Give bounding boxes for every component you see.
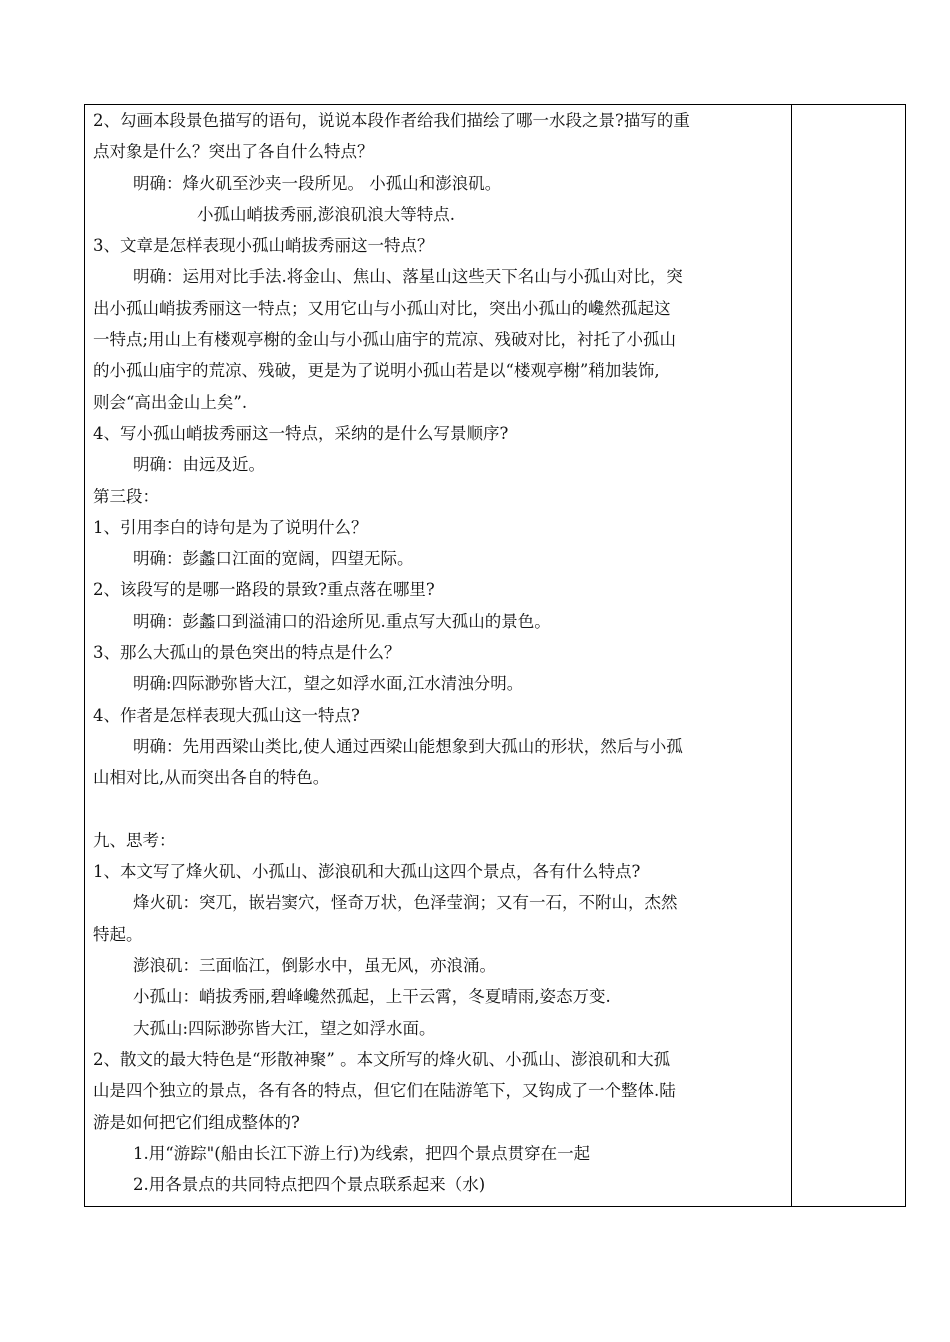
text-line: 游是如何把它们组成整体的? — [93, 1112, 300, 1132]
text-line: 2、散文的最大特色是“形散神聚” 。本文所写的烽火矶、小孤山、澎浪矶和大孤 — [93, 1049, 671, 1069]
text-line: 3、文章是怎样表现小孤山峭拔秀丽这一特点？ — [93, 236, 434, 256]
text-line: 一特点;用山上有楼观亭榭的金山与小孤山庙宇的荒凉、残破对比，衬托了小孤山 — [93, 330, 677, 350]
lesson-text-cell — [93, 105, 783, 1200]
text-line: 明确：彭蠡口到溢浦口的沿途所见.重点写大孤山的景色。 — [133, 611, 551, 631]
text-line: 山是四个独立的景点，各有各的特点，但它们在陆游笔下，又钩成了一个整体.陆 — [93, 1081, 676, 1101]
text-line: 小孤山：峭拔秀丽,碧峰巉然孤起，上干云霄，冬夏晴雨,姿态万变. — [133, 987, 611, 1007]
lesson-table — [84, 104, 906, 1207]
text-line: 明确：烽火矶至沙夹一段所见。 小孤山和澎浪矶。 — [133, 173, 502, 193]
text-line: 山相对比,从而突出各自的特色。 — [93, 768, 330, 788]
text-line: 大孤山:四际渺弥皆大江，望之如浮水面。 — [133, 1018, 436, 1038]
text-line: 烽火矶：突兀，嵌岩窦穴，怪奇万状，色泽莹润；又有一石，不附山，杰然 — [133, 893, 678, 913]
text-line: 4、写小孤山峭拔秀丽这一特点，采纳的是什么写景顺序? — [93, 423, 509, 443]
text-line: 明确：彭蠡口江面的宽阔，四望无际。 — [133, 549, 414, 569]
text-line: 1、引用李白的诗句是为了说明什么？ — [93, 517, 368, 537]
text-line: 九、思考： — [93, 830, 176, 850]
text-line: 明确:四际渺弥皆大江，望之如浮水面,江水清浊分明。 — [133, 674, 524, 694]
text-line: 3、那么大孤山的景色突出的特点是什么？ — [93, 643, 401, 663]
text-line: 1、本文写了烽火矶、小孤山、澎浪矶和大孤山这四个景点，各有什么特点? — [93, 862, 641, 882]
text-line: 明确：由远及近。 — [133, 455, 265, 475]
text-line: 2、勾画本段景色描写的语句，说说本段作者给我们描绘了哪一水段之景?描写的重 — [93, 111, 690, 130]
blank-line — [93, 794, 783, 825]
text-line: 4、作者是怎样表现大孤山这一特点? — [93, 705, 360, 725]
text-line: 的小孤山庙宇的荒凉、残破，更是为了说明小孤山若是以“楼观亭榭”稍加装饰, — [93, 361, 660, 381]
text-line: 1.用“游踪"(船由长江下游上行)为线索，把四个景点贯穿在一起 — [133, 1143, 591, 1163]
text-line: 第三段： — [93, 486, 159, 506]
text-line: 明确：先用西梁山类比,使人通过西梁山能想象到大孤山的形状，然后与小孤 — [133, 736, 683, 756]
column-divider — [791, 105, 792, 1206]
text-line: 特起。 — [93, 924, 143, 944]
text-line: 点对象是什么？突出了各自什么特点？ — [93, 142, 374, 162]
text-line: 出小孤山峭拔秀丽这一特点；又用它山与小孤山对比，突出小孤山的巉然孤起这 — [93, 298, 671, 318]
text-line: 明确：运用对比手法.将金山、焦山、落星山这些天下名山与小孤山对比，突 — [133, 267, 683, 287]
text-line: 2.用各景点的共同特点把四个景点联系起来（水) — [133, 1175, 486, 1195]
text-line: 小孤山峭拔秀丽,澎浪矶浪大等特点. — [197, 204, 455, 224]
text-line: 澎浪矶：三面临江，倒影水中，虽无风，亦浪涌。 — [133, 956, 496, 976]
text-line: 则会“高出金山上矣”. — [93, 392, 248, 412]
text-line: 2、该段写的是哪一路段的景致?重点落在哪里? — [93, 580, 435, 600]
